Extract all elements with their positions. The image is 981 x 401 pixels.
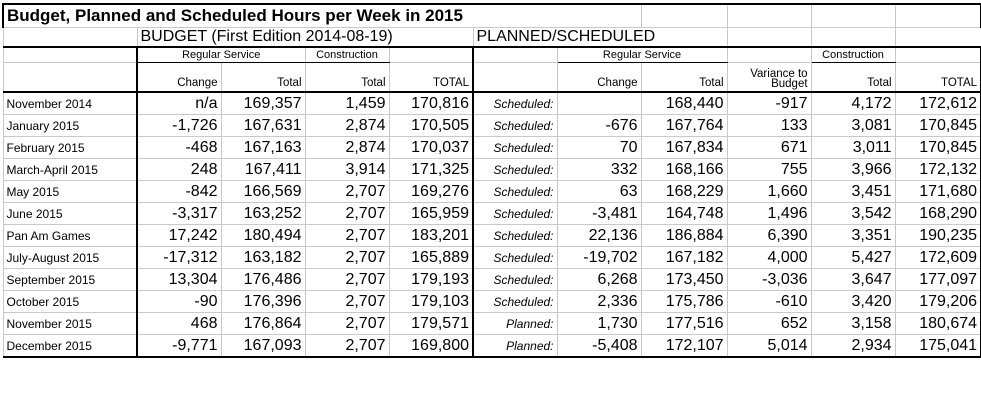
empty-cell (895, 47, 981, 63)
planned-change-cell: 70 (557, 137, 641, 159)
planned-total-cell: 167,834 (641, 137, 727, 159)
planned-change-cell: 6,268 (557, 269, 641, 291)
budget-change-cell: -842 (137, 181, 221, 203)
period-cell: Pan Am Games (3, 225, 137, 247)
budget-construction-cell: 2,707 (305, 291, 389, 313)
budget-grand-total-cell: 169,276 (389, 181, 473, 203)
period-cell: January 2015 (3, 115, 137, 137)
status-label-cell: Scheduled: (473, 181, 557, 203)
planned-change-cell: 2,336 (557, 291, 641, 313)
variance-cell: -917 (727, 92, 811, 115)
planned-change-cell: 332 (557, 159, 641, 181)
budget-construction-cell: 2,707 (305, 225, 389, 247)
col-header-budget-change: Change (137, 63, 221, 93)
table-row (3, 137, 981, 159)
empty-cell (895, 4, 981, 28)
status-label-cell: Scheduled: (473, 247, 557, 269)
period-cell: May 2015 (3, 181, 137, 203)
budget-change-cell: 468 (137, 313, 221, 335)
hours-table (2, 3, 981, 358)
planned-construction-cell: 3,420 (811, 291, 895, 313)
budget-total-cell: 176,864 (221, 313, 305, 335)
planned-grand-total-cell: 180,674 (895, 313, 981, 335)
planned-grand-total-cell: 170,845 (895, 137, 981, 159)
col-header-planned-total: Total (641, 63, 727, 93)
budget-construction-cell: 2,707 (305, 203, 389, 225)
budget-change-cell: 17,242 (137, 225, 221, 247)
status-label-cell: Scheduled: (473, 203, 557, 225)
budget-total-cell: 167,631 (221, 115, 305, 137)
budget-change-cell: -9,771 (137, 335, 221, 358)
table-row (3, 92, 981, 115)
table-row (3, 335, 981, 358)
col-header-budget-grand-total: TOTAL (389, 63, 473, 93)
variance-cell: -3,036 (727, 269, 811, 291)
table-row (3, 291, 981, 313)
planned-regular-subheader: Regular Service (557, 47, 727, 63)
status-label-cell: Scheduled: (473, 225, 557, 247)
budget-total-cell: 169,357 (221, 92, 305, 115)
variance-cell: 755 (727, 159, 811, 181)
empty-cell (641, 4, 727, 28)
budget-change-cell: n/a (137, 92, 221, 115)
period-cell: June 2015 (3, 203, 137, 225)
variance-cell: 4,000 (727, 247, 811, 269)
period-cell: October 2015 (3, 291, 137, 313)
planned-grand-total-cell: 175,041 (895, 335, 981, 358)
planned-change-cell: -5,408 (557, 335, 641, 358)
budget-construction-cell: 2,707 (305, 313, 389, 335)
planned-change-cell: 1,730 (557, 313, 641, 335)
budget-change-cell: -3,317 (137, 203, 221, 225)
budget-grand-total-cell: 183,201 (389, 225, 473, 247)
planned-section-header: PLANNED/SCHEDULED (473, 28, 727, 48)
planned-change-cell (557, 92, 641, 115)
empty-cell (473, 47, 557, 63)
empty-cell (895, 28, 981, 48)
period-cell: September 2015 (3, 269, 137, 291)
budget-total-cell: 167,093 (221, 335, 305, 358)
planned-construction-cell: 4,172 (811, 92, 895, 115)
budget-grand-total-cell: 165,889 (389, 247, 473, 269)
planned-grand-total-cell: 172,132 (895, 159, 981, 181)
variance-cell: 671 (727, 137, 811, 159)
budget-construction-cell: 2,707 (305, 181, 389, 203)
budget-grand-total-cell: 170,505 (389, 115, 473, 137)
budget-regular-subheader: Regular Service (137, 47, 305, 63)
period-cell: July-August 2015 (3, 247, 137, 269)
planned-change-cell: -676 (557, 115, 641, 137)
budget-change-cell: -468 (137, 137, 221, 159)
budget-change-cell: 248 (137, 159, 221, 181)
planned-construction-cell: 3,351 (811, 225, 895, 247)
table-row (3, 203, 981, 225)
budget-grand-total-cell: 170,037 (389, 137, 473, 159)
budget-total-cell: 176,486 (221, 269, 305, 291)
planned-construction-cell: 3,966 (811, 159, 895, 181)
variance-cell: 6,390 (727, 225, 811, 247)
period-cell: November 2014 (3, 92, 137, 115)
budget-construction-cell: 1,459 (305, 92, 389, 115)
planned-total-cell: 168,229 (641, 181, 727, 203)
budget-change-cell: 13,304 (137, 269, 221, 291)
planned-change-cell: -19,702 (557, 247, 641, 269)
planned-total-cell: 168,440 (641, 92, 727, 115)
budget-total-cell: 167,163 (221, 137, 305, 159)
budget-construction-cell: 2,707 (305, 247, 389, 269)
planned-total-cell: 186,884 (641, 225, 727, 247)
empty-cell (811, 28, 895, 48)
empty-cell (811, 4, 895, 28)
planned-total-cell: 164,748 (641, 203, 727, 225)
empty-cell (473, 63, 557, 93)
budget-construction-subheader: Construction (305, 47, 389, 63)
planned-grand-total-cell: 168,290 (895, 203, 981, 225)
budget-construction-cell: 2,874 (305, 137, 389, 159)
status-label-cell: Planned: (473, 335, 557, 358)
col-header-budget-total: Total (221, 63, 305, 93)
planned-construction-subheader: Construction (811, 47, 895, 63)
budget-total-cell: 180,494 (221, 225, 305, 247)
planned-construction-cell: 3,158 (811, 313, 895, 335)
empty-cell (3, 28, 137, 48)
planned-change-cell: 63 (557, 181, 641, 203)
budget-total-cell: 163,252 (221, 203, 305, 225)
budget-grand-total-cell: 179,103 (389, 291, 473, 313)
variance-cell: 133 (727, 115, 811, 137)
period-cell: November 2015 (3, 313, 137, 335)
table-row (3, 115, 981, 137)
planned-total-cell: 177,516 (641, 313, 727, 335)
col-header-variance (727, 63, 811, 93)
budget-grand-total-cell: 165,959 (389, 203, 473, 225)
budget-grand-total-cell: 169,800 (389, 335, 473, 358)
planned-grand-total-cell: 172,612 (895, 92, 981, 115)
budget-total-cell: 167,411 (221, 159, 305, 181)
status-label-cell: Planned: (473, 313, 557, 335)
period-cell: February 2015 (3, 137, 137, 159)
col-header-planned-construction-total: Total (811, 63, 895, 93)
table-row (3, 159, 981, 181)
empty-cell (727, 4, 811, 28)
planned-total-cell: 172,107 (641, 335, 727, 358)
status-label-cell: Scheduled: (473, 137, 557, 159)
budget-total-cell: 176,396 (221, 291, 305, 313)
planned-construction-cell: 3,451 (811, 181, 895, 203)
budget-section-header: BUDGET (First Edition 2014-08-19) (137, 28, 473, 48)
variance-header-label: Variance to Budget (750, 68, 808, 90)
status-label-cell: Scheduled: (473, 291, 557, 313)
budget-grand-total-cell: 179,193 (389, 269, 473, 291)
planned-grand-total-cell: 177,097 (895, 269, 981, 291)
planned-grand-total-cell: 179,206 (895, 291, 981, 313)
table-row (3, 269, 981, 291)
table-title: Budget, Planned and Scheduled Hours per Week in 2015 (3, 4, 641, 28)
period-cell: December 2015 (3, 335, 137, 358)
status-label-cell: Scheduled: (473, 115, 557, 137)
empty-cell (727, 28, 811, 48)
status-label-cell: Scheduled: (473, 159, 557, 181)
empty-cell (3, 47, 137, 63)
planned-construction-cell: 2,934 (811, 335, 895, 358)
planned-total-cell: 168,166 (641, 159, 727, 181)
planned-change-cell: -3,481 (557, 203, 641, 225)
period-cell: March-April 2015 (3, 159, 137, 181)
budget-construction-cell: 3,914 (305, 159, 389, 181)
planned-grand-total-cell: 171,680 (895, 181, 981, 203)
col-header-planned-change: Change (557, 63, 641, 93)
planned-construction-cell: 3,011 (811, 137, 895, 159)
empty-cell (727, 47, 811, 63)
planned-total-cell: 167,764 (641, 115, 727, 137)
planned-total-cell: 175,786 (641, 291, 727, 313)
planned-grand-total-cell: 170,845 (895, 115, 981, 137)
planned-construction-cell: 5,427 (811, 247, 895, 269)
budget-total-cell: 166,569 (221, 181, 305, 203)
empty-cell (3, 63, 137, 93)
planned-construction-cell: 3,647 (811, 269, 895, 291)
budget-construction-cell: 2,707 (305, 269, 389, 291)
budget-change-cell: -1,726 (137, 115, 221, 137)
table-row (3, 313, 981, 335)
planned-construction-cell: 3,081 (811, 115, 895, 137)
variance-cell: 1,496 (727, 203, 811, 225)
table-row (3, 247, 981, 269)
empty-cell (389, 47, 473, 63)
variance-cell: 652 (727, 313, 811, 335)
variance-cell: 5,014 (727, 335, 811, 358)
budget-construction-cell: 2,707 (305, 335, 389, 358)
planned-change-cell: 22,136 (557, 225, 641, 247)
budget-change-cell: -17,312 (137, 247, 221, 269)
planned-total-cell: 173,450 (641, 269, 727, 291)
col-header-planned-grand-total: TOTAL (895, 63, 981, 93)
budget-grand-total-cell: 171,325 (389, 159, 473, 181)
budget-total-cell: 163,182 (221, 247, 305, 269)
planned-total-cell: 167,182 (641, 247, 727, 269)
table-row (3, 225, 981, 247)
planned-construction-cell: 3,542 (811, 203, 895, 225)
planned-grand-total-cell: 172,609 (895, 247, 981, 269)
variance-cell: 1,660 (727, 181, 811, 203)
table-body (3, 92, 981, 357)
status-label-cell: Scheduled: (473, 269, 557, 291)
budget-grand-total-cell: 170,816 (389, 92, 473, 115)
col-header-budget-construction-total: Total (305, 63, 389, 93)
budget-change-cell: -90 (137, 291, 221, 313)
budget-grand-total-cell: 179,571 (389, 313, 473, 335)
planned-grand-total-cell: 190,235 (895, 225, 981, 247)
variance-cell: -610 (727, 291, 811, 313)
table-row (3, 181, 981, 203)
status-label-cell: Scheduled: (473, 92, 557, 115)
budget-construction-cell: 2,874 (305, 115, 389, 137)
